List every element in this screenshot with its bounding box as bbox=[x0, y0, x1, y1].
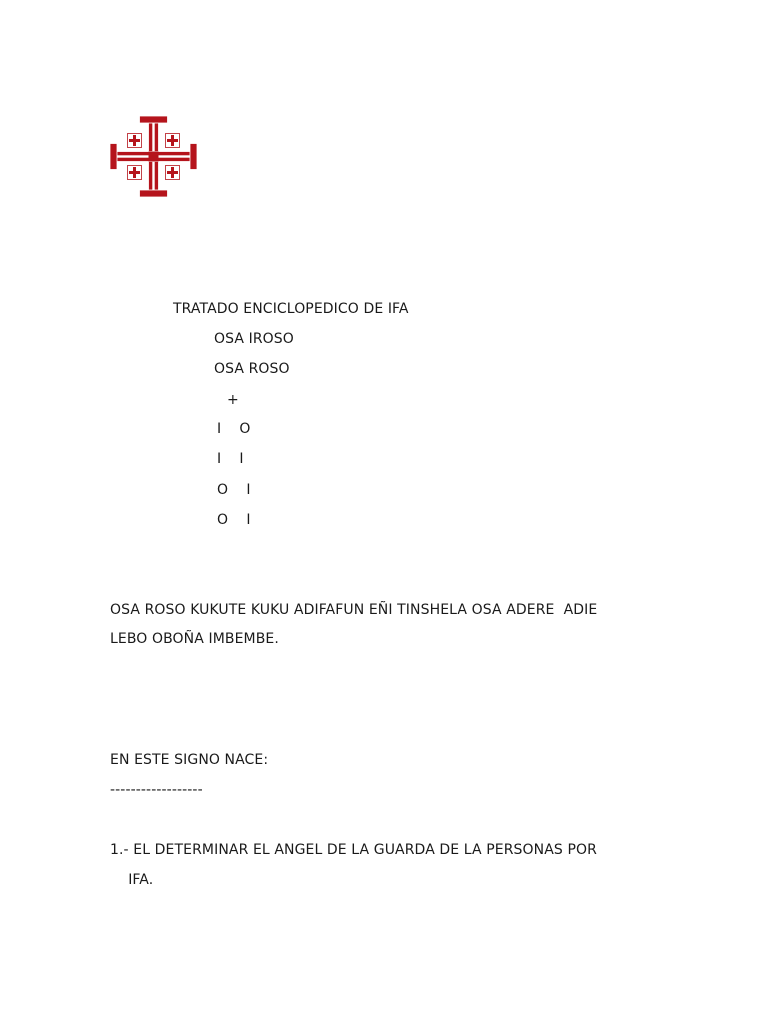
intro-line-1: OSA ROSO KUKUTE KUKU ADIFAFUN EÑI TINSHELA OSA ADERE ADIE bbox=[110, 602, 598, 618]
cross-bottom-bar bbox=[140, 190, 168, 197]
sign-mark-row: O I bbox=[217, 512, 251, 528]
jerusalem-cross-icon bbox=[109, 115, 198, 198]
section-heading: EN ESTE SIGNO NACE: bbox=[110, 752, 269, 768]
small-cross-horizontal bbox=[167, 171, 178, 174]
cross-right-bar bbox=[190, 144, 197, 170]
cross-center bbox=[149, 152, 159, 162]
small-cross-horizontal bbox=[167, 139, 178, 142]
small-cross-horizontal bbox=[129, 171, 140, 174]
document-title: TRATADO ENCICLOPEDICO DE IFA bbox=[173, 301, 409, 317]
list-item-1-line-2: IFA. bbox=[110, 872, 154, 888]
sign-mark-row: I I bbox=[217, 451, 244, 467]
cross-top-bar bbox=[140, 116, 168, 123]
sign-name-2: OSA ROSO bbox=[214, 361, 290, 377]
cross-left-bar bbox=[110, 144, 117, 170]
sign-mark-row: I O bbox=[217, 421, 251, 437]
sign-name-1: OSA IROSO bbox=[214, 331, 294, 347]
list-item-1-line-1: 1.- EL DETERMINAR EL ANGEL DE LA GUARDA DE LA PERSONAS POR bbox=[110, 842, 597, 858]
sign-mark-row: O I bbox=[217, 482, 251, 498]
cross-mark: + bbox=[227, 392, 239, 408]
small-cross-horizontal bbox=[129, 139, 140, 142]
section-divider: ------------------ bbox=[110, 782, 203, 798]
intro-line-2: LEBO OBOÑA IMBEMBE. bbox=[110, 631, 279, 647]
